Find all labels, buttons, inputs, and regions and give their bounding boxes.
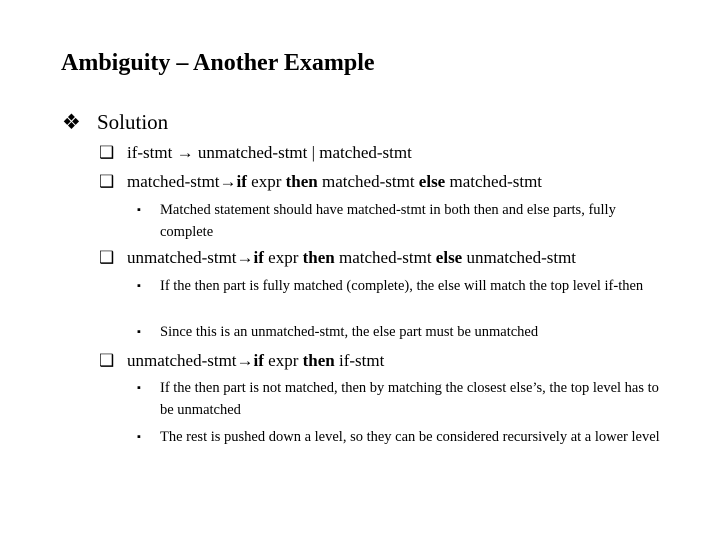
sub-bullet [137,426,670,448]
arrow-icon: → [219,172,237,191]
sub-bullet-text: The rest is pushed down a level, so they can be considered recursively at a lower level [160,429,660,445]
bullet-solution [62,110,168,135]
keyword-else: else [435,248,463,267]
rule-segment: matched-stmt [334,248,436,267]
square-bullet-icon: ▪ [137,326,141,338]
square-bullet-icon: ▪ [137,204,141,216]
slide-title: Ambiguity – Another Example [61,50,375,76]
sub-bullet [137,377,670,421]
checkbox-bullet-icon: ❑ [99,351,115,370]
keyword-else: else [418,172,446,191]
square-bullet-icon: ▪ [137,431,141,443]
rule-segment: expr [263,351,303,370]
checkbox-bullet-icon: ❑ [99,248,115,267]
arrow-icon: → [176,143,194,162]
checkbox-bullet-icon: ❑ [99,172,115,191]
rule-segment: unmatched-stmt [127,248,237,267]
keyword-if: if [253,351,264,370]
sub-bullet [137,321,670,343]
rule-segment: unmatched-stmt | matched-stmt [193,143,412,162]
arrow-icon: → [236,248,254,267]
rule-segment: matched-stmt [317,172,419,191]
sub-bullet-text: Since this is an unmatched-stmt, the else part must be unmatched [160,324,539,340]
sub-bullet-text: If the then part is fully matched (complete), the else will match the top level if-then [160,278,644,294]
bullet-solution-text: Solution [97,110,169,134]
keyword-if: if [253,248,264,267]
keyword-then: then [302,351,335,370]
rule-segment: matched-stmt [127,172,220,191]
rule-if-stmt [99,143,412,163]
keyword-if: if [236,172,247,191]
rule-segment: if-stmt [127,143,177,162]
checkbox-bullet-icon: ❑ [99,143,115,162]
rule-segment: expr [263,248,303,267]
rule-segment: unmatched-stmt [127,351,237,370]
rule-unmatched-stmt-else [99,248,576,268]
rule-segment: if-stmt [334,351,385,370]
rule-segment: unmatched-stmt [462,248,577,267]
sub-bullet [137,199,670,243]
square-bullet-icon: ▪ [137,280,141,292]
sub-bullet-text: If the then part is not matched, then by matching the closest else’s, the top level has to be unmatched [160,380,659,418]
sub-bullet-text: Matched statement should have matched-stmt in both then and else parts, fully complete [160,202,616,240]
rule-matched-stmt [99,172,542,192]
keyword-then: then [302,248,335,267]
diamond-bullet-icon: ❖ [62,110,81,134]
square-bullet-icon: ▪ [137,382,141,394]
keyword-then: then [285,172,318,191]
rule-segment: matched-stmt [445,172,543,191]
rule-unmatched-stmt-if [99,351,384,371]
sub-bullet [137,275,670,297]
rule-segment: expr [246,172,286,191]
arrow-icon: → [236,351,254,370]
